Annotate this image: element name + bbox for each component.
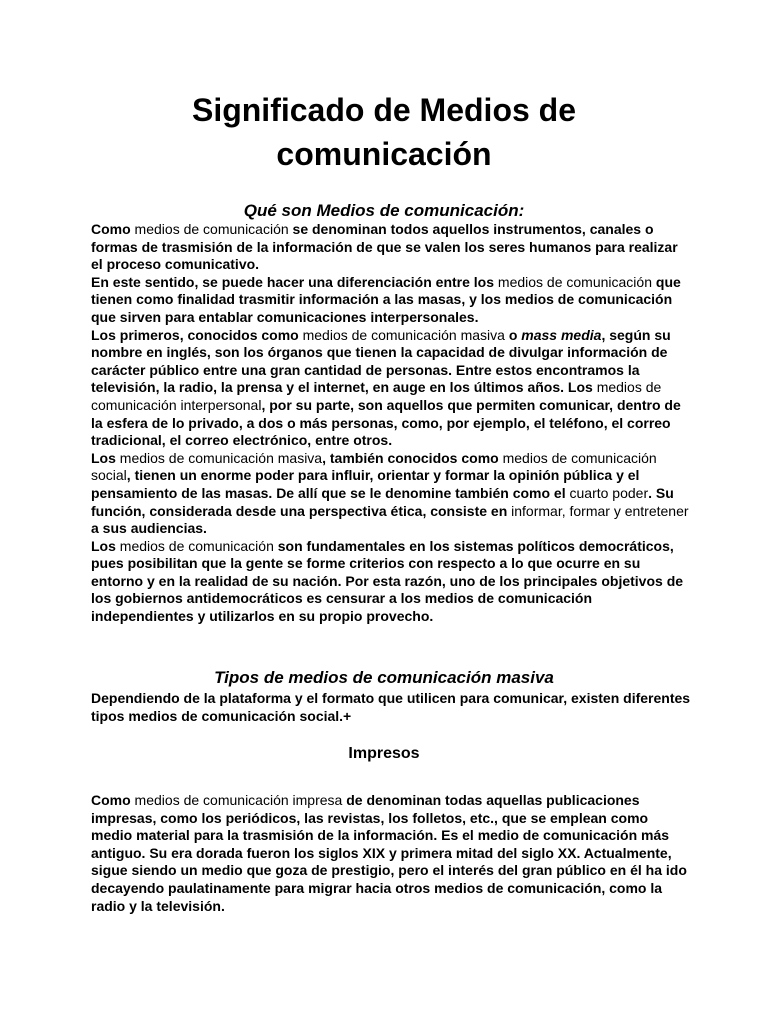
text-run: , por su parte, son aquellos que permiten comunicar, dentro de la esfera de lo privado, a dos o más personas, como, por ejemplo, el teléfono, el correo tradicional, el correo electrónico, entre otros.	[91, 396, 681, 449]
text-run: medios de comunicación	[130, 221, 293, 237]
text-run: , según su nombre en inglés, son los órganos que tienen la capacidad de divulgar información de carácter público entre una gran cantidad de personas. Entre estos encontramos la televisión, la radio, la prensa y el internet, en auge en los últimos años. Los	[91, 326, 671, 396]
page-title	[0, 88, 768, 176]
text-run: a sus audiencias.	[91, 520, 207, 537]
text-run: medios de comunicación social	[91, 449, 657, 484]
paragraph-differentiation	[91, 274, 691, 327]
text-run: de denominan todas aquellas publicaciones impresas, como los periódicos, las revistas, los folletos, etc., que se emplean como medio material para la trasmisión de la información. Es el medio de comunicación más antiguo. Su era dorada fueron los siglos XIX y primera mitad del siglo XX. Actualmente, sigue siendo un medio que goza de prestigio, pero el interés del gran público en él ha ido decayendo paulatinamente para migrar hacia otros medios de comunicación, como la radio y la televisión.	[91, 792, 687, 914]
text-run: que tienen como finalidad trasmitir información a las masas, y los medios de comunicación que sirven para entablar comunicaciones interpersonales.	[91, 273, 681, 325]
text-run: son fundamentales en los sistemas políticos democráticos, pues posibilitan que la gente se forme criterios con respecto a lo que ocurre en su entorno y en la realidad de su nación. Por esta razón, uno de los principales objetivos de los gobiernos antidemocráticos es censurar a los medios de comunicación independientes y utilizarlos en su propio provecho.	[91, 537, 684, 625]
text-run: En este sentido, se puede hacer una diferenciación entre los	[91, 273, 495, 290]
text-run: medios de comunicación masiva	[115, 449, 323, 466]
paragraph-fourth-power	[91, 450, 691, 538]
text-run: , también conocidos como	[322, 449, 499, 466]
text-run: Los	[91, 537, 116, 554]
impresos-body	[91, 792, 691, 915]
text-run: medios de comunicación masiva	[298, 326, 509, 343]
text-run: Los	[91, 449, 116, 466]
text-run: medios de comunicación	[494, 273, 656, 290]
text-run: Como	[91, 792, 131, 808]
text-run: o	[508, 326, 522, 343]
paragraph-mass-media	[91, 327, 691, 450]
heading-que-son: Qué son Medios de comunicación:	[243, 201, 525, 220]
text-run: Los primeros, conocidos como	[91, 326, 299, 343]
text-run: informar, formar y entretener	[507, 502, 689, 519]
text-run: medios de comunicación interpersonal	[91, 379, 662, 413]
text-run: Como	[91, 221, 131, 237]
text-run: medios de comunicación impresa	[130, 792, 347, 808]
page-title-line-2: comunicación	[276, 136, 492, 172]
paragraph-definition	[91, 221, 691, 274]
paragraph-types: Dependiendo de la plataforma y el formato que utilicen para comunicar, existen diferentes tipos medios de comunicación social.+	[91, 690, 691, 724]
text-run: medios de comunicación	[115, 537, 278, 554]
intro-body	[91, 221, 691, 626]
paragraph-democracy	[91, 538, 691, 626]
text-run: . Su función, considerada desde una perspectiva ética, consiste en	[91, 484, 674, 519]
text-run: , tienen un enorme poder para influir, orientar y formar la opinión pública y el pensamiento de las masas. De allí que se le denomine también como el	[91, 467, 640, 501]
heading-impresos: Impresos	[348, 745, 420, 762]
tipos-body	[91, 690, 691, 725]
text-run: mass media	[521, 326, 602, 343]
paragraph-print-media	[91, 792, 691, 915]
heading-tipos: Tipos de medios de comunicación masiva	[214, 668, 554, 687]
page-title-line-1: Significado de Medios de	[191, 92, 577, 128]
text-run: cuarto poder	[565, 484, 649, 501]
text-run: se denominan todos aquellos instrumentos, canales o formas de trasmisión de la información de que se valen los seres humanos para realizar el proceso comunicativo.	[91, 221, 678, 273]
